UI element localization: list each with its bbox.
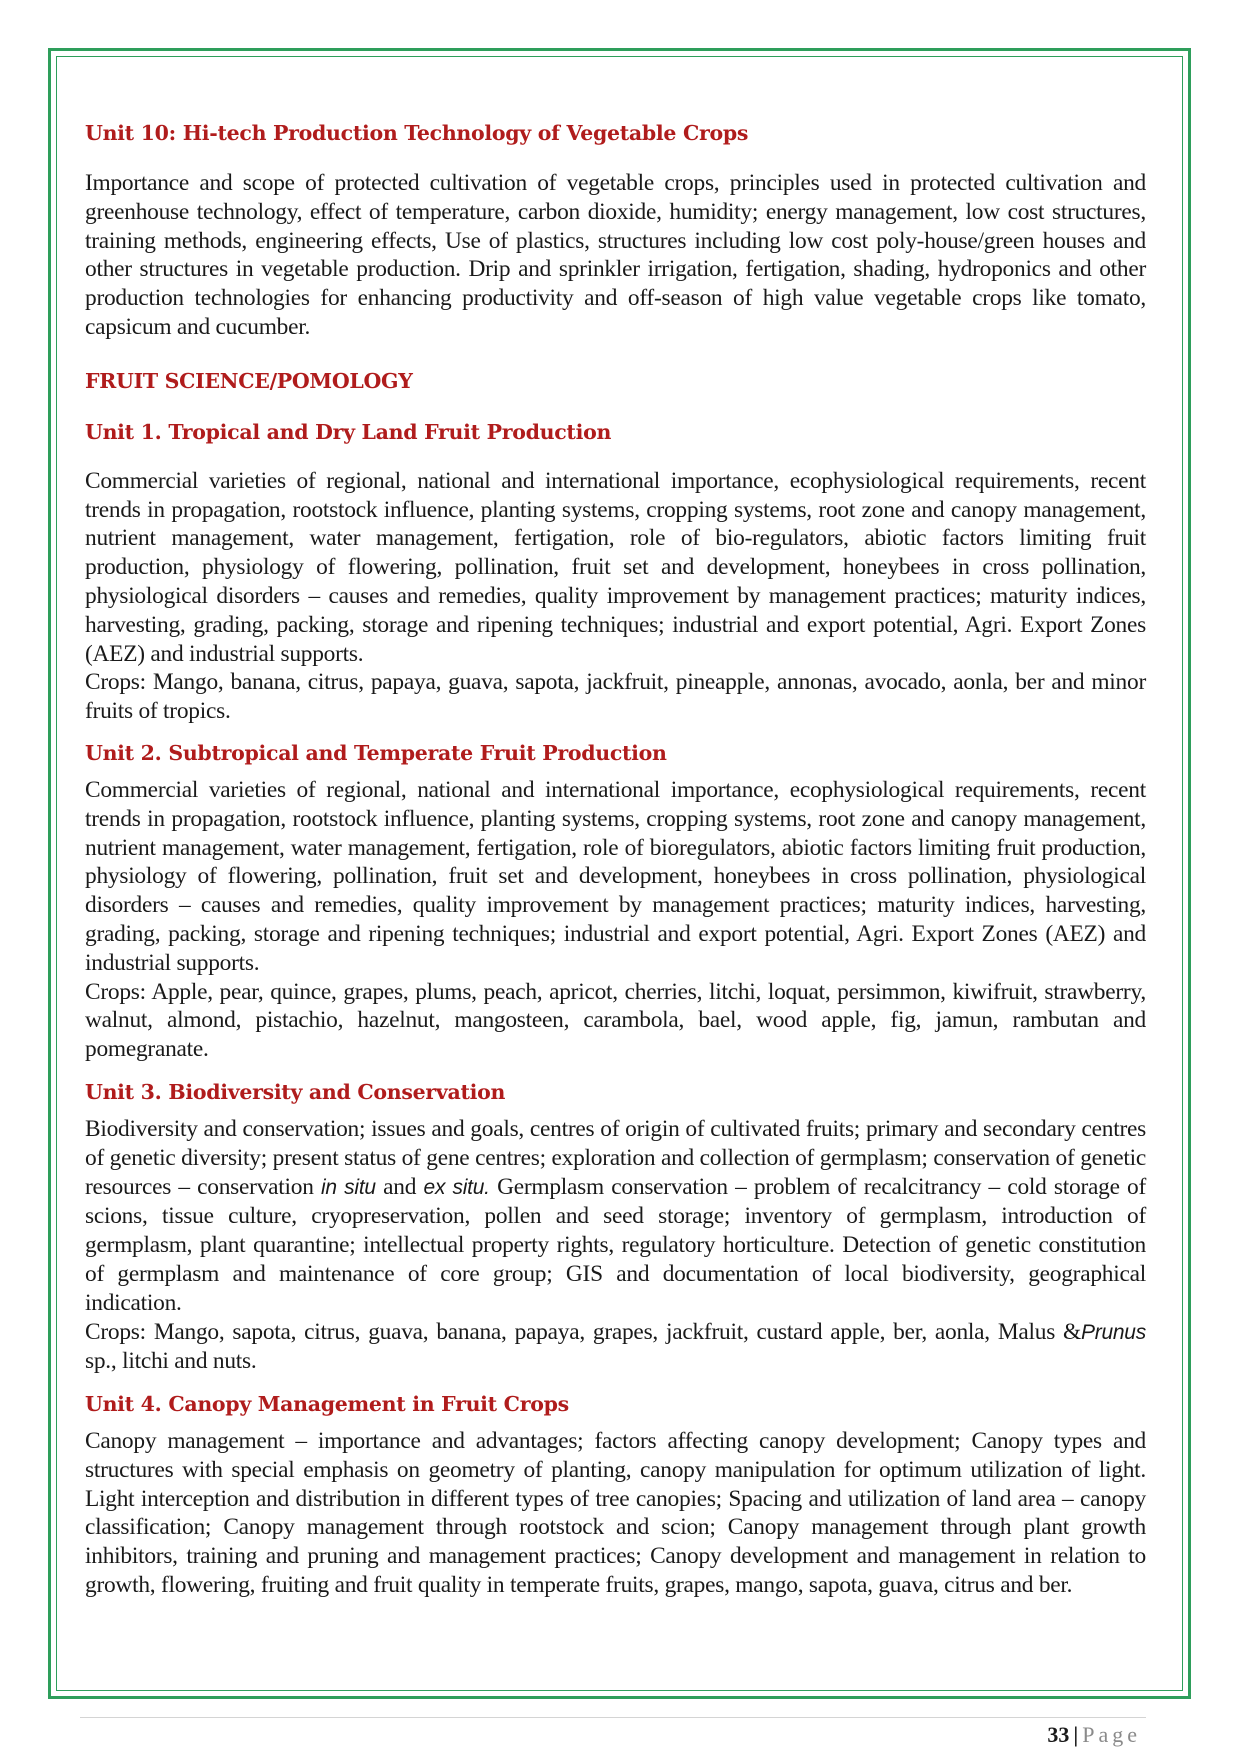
fruit-unit-3-body-text-1: Biodiversity and conservation; issues and goals, centres of origin of cultivated fruits; primary and secondary centres of genetic diversity; present status of gene centres; exploration and collection of germplasm; conservation of genetic resources – conservation [85, 1115, 1146, 1200]
fruit-unit-2-crops: Crops: Apple, pear, quince, grapes, plums, peach, apricot, cherries, litchi, loquat, persimmon, kiwifruit, strawberry, walnut, almond, pistachio, hazelnut, mangosteen, carambola, bael, wood apple, fig, jamun, rambutan and pomegranate. [85, 978, 1146, 1063]
fruit-unit-3-body-text-2: and [375, 1173, 424, 1200]
fruit-unit-1-crops: Crops: Mango, banana, citrus, papaya, guava, sapota, jackfruit, pineapple, annonas, avocado, aonla, ber and minor fruits of tropics. [85, 669, 1146, 725]
fruit-unit-3-crops [85, 1318, 1146, 1377]
footer-divider [80, 1717, 1146, 1718]
ex-situ-italic: ex situ. [423, 1175, 490, 1199]
page-footer [1047, 1722, 1141, 1748]
fruit-unit-1-heading: Unit 1. Tropical and Dry Land Fruit Production [85, 419, 612, 444]
fruit-unit-3-crops-text-1: Crops: Mango, sapota, citrus, guava, banana, papaya, grapes, jackfruit, custard apple, ber, aonla, Malus & [85, 1318, 1081, 1345]
footer-separator: | [1073, 1722, 1079, 1747]
section-title: FRUIT SCIENCE/POMOLOGY [85, 368, 413, 393]
fruit-unit-3-body-text-3: Germplasm conservation – problem of recalcitrancy – cold storage of scions, tissue culture, cryopreservation, pollen and seed storage; inventory of germplasm, introduction of germplasm, plant quarantine; intellectual property rights, regulatory horticulture. Detection of genetic constitution of germplasm and maintenance of core group; GIS and documentation of local biodiversity, geographical indication. [85, 1173, 1147, 1316]
fruit-unit-3-body [85, 1115, 1146, 1318]
unit-10-paragraph: Importance and scope of protected cultivation of vegetable crops, principles used in protected cultivation and greenhouse technology, effect of temperature, carbon dioxide, humidity; energy management, low cost structures, training methods, engineering effects, Use of plastics, structures including low cost poly-house/green houses and other structures in vegetable production. Drip and sprinkler irrigation, fertigation, shading, hydroponics and other production technologies for enhancing productivity and off-season of high value vegetable crops like tomato, capsicum and cucumber. [85, 170, 1146, 340]
page-word: Page [1082, 1722, 1141, 1747]
fruit-unit-2-body: Commercial varieties of regional, national and international importance, ecophysiological requirements, recent trends in propagation, rootstock influence, planting systems, cropping systems, root zone and canopy management, nutrient management, water management, fertigation, role of bioregulators, abiotic factors limiting fruit production, physiology of flowering, pollination, fruit set and development, honeybees in cross pollination, physiological disorders – causes and remedies, quality improvement by management practices; maturity indices, harvesting, grading, packing, storage and ripening techniques; industrial and export potential, Agri. Export Zones (AEZ) and industrial supports. [85, 776, 1146, 976]
fruit-unit-1-body: Commercial varieties of regional, national and international importance, ecophysiological requirements, recent trends in propagation, rootstock influence, planting systems, cropping systems, root zone and canopy management, nutrient management, water management, fertigation, role of bio-regulators, abiotic factors limiting fruit production, physiology of flowering, pollination, fruit set and development, honeybees in cross pollination, physiological disorders – causes and remedies, quality improvement by management practices; maturity indices, harvesting, grading, packing, storage and ripening techniques; industrial and export potential, Agri. Export Zones (AEZ) and industrial supports. [85, 467, 1146, 667]
unit-10-heading: Unit 10: Hi-tech Production Technology of Vegetable Crops [85, 121, 749, 145]
prunus-italic: Prunus [1080, 1320, 1146, 1344]
page-content [85, 118, 1146, 1600]
fruit-unit-4-body: Canopy management – importance and advantages; factors affecting canopy development; Canopy types and structures with special emphasis on geometry of planting, canopy manipulation for optimum utilization of light. Light interception and distribution in different types of tree canopies; Spacing and utilization of land area – canopy classification; Canopy management through rootstock and scion; Canopy management through plant growth inhibitors, training and pruning and management practices; Canopy development and management in relation to growth, flowering, fruiting and fruit quality in temperate fruits, grapes, mango, sapota, guava, citrus and ber. [85, 1428, 1146, 1599]
fruit-unit-2-heading: Unit 2. Subtropical and Temperate Fruit Production [85, 740, 667, 765]
page-number: 33 [1047, 1722, 1070, 1747]
in-situ-italic: in situ [321, 1175, 376, 1199]
fruit-unit-3-crops-text-2: sp., litchi and nuts. [85, 1348, 257, 1375]
fruit-unit-4-heading: Unit 4. Canopy Management in Fruit Crops [85, 1392, 569, 1417]
fruit-unit-3-heading: Unit 3. Biodiversity and Conservation [85, 1079, 506, 1104]
